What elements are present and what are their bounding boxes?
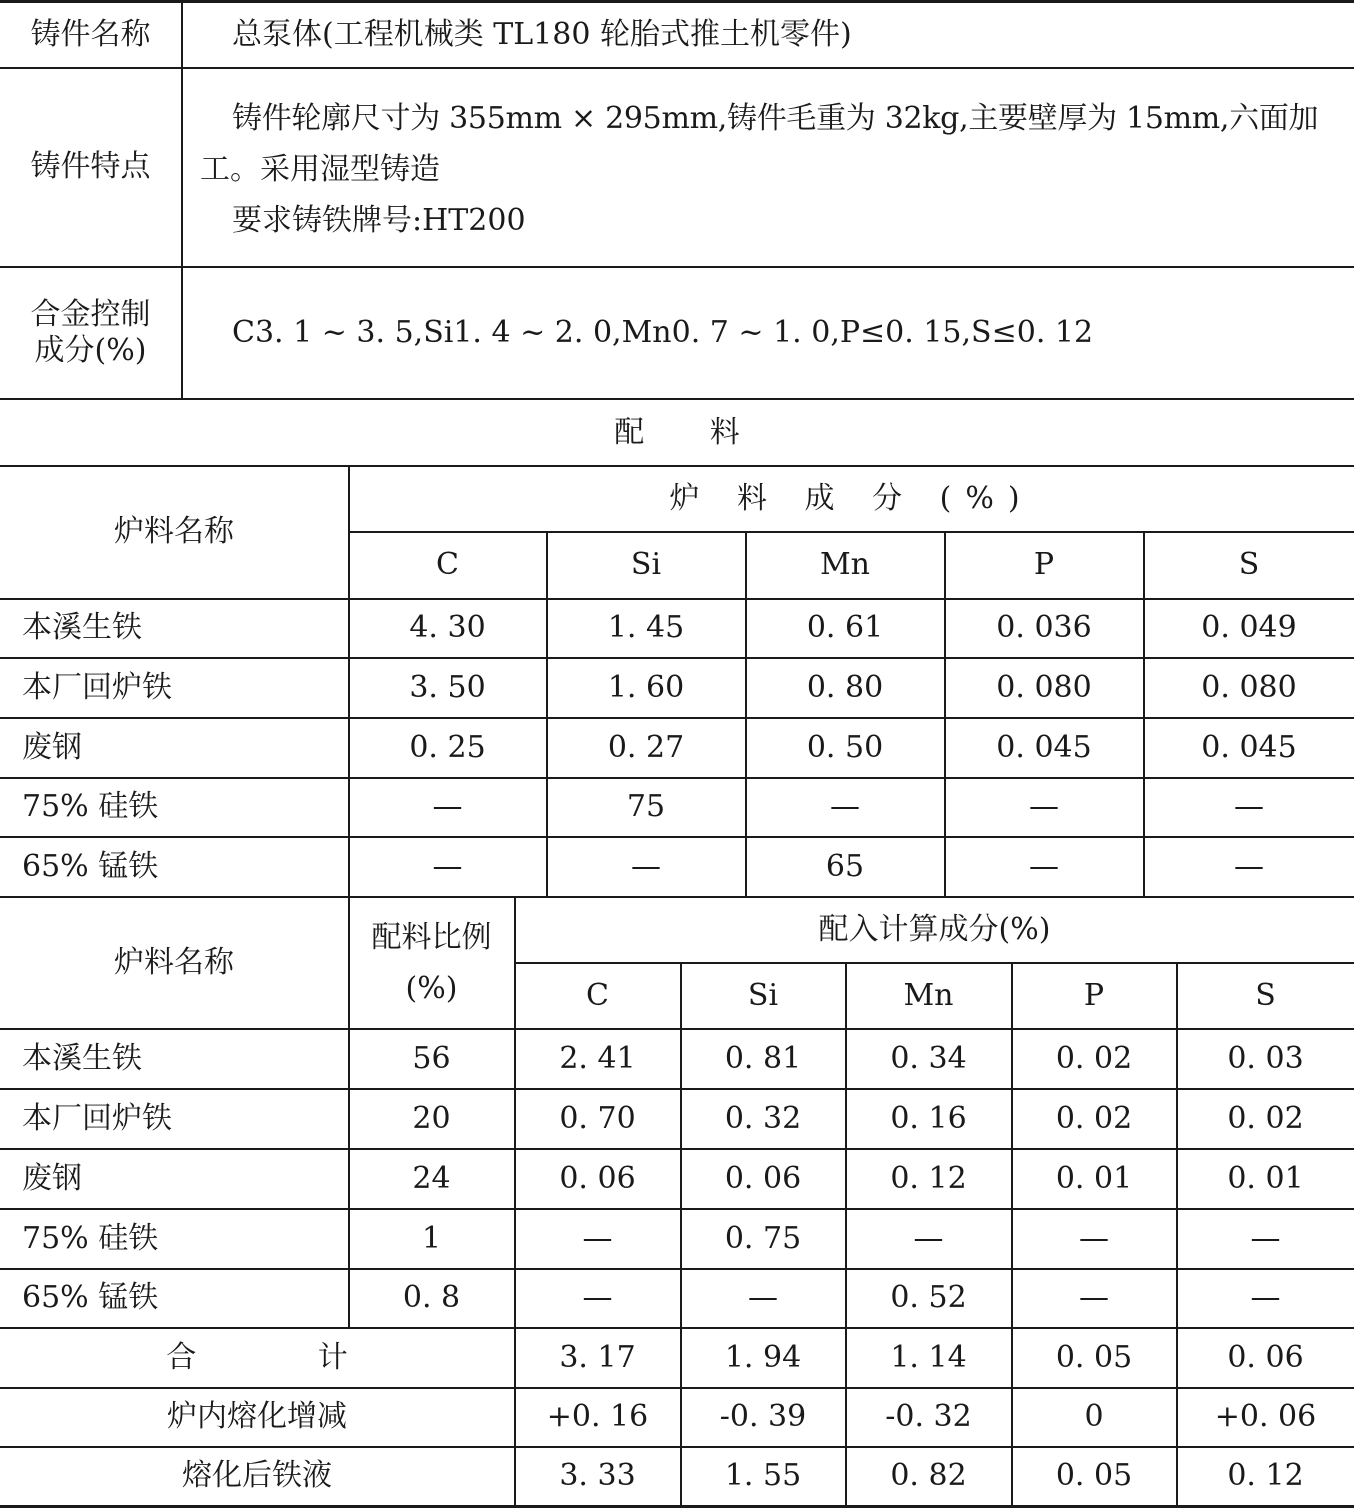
charge-row-value: — (1029, 789, 1059, 824)
calc-ratio-header-line1: 配料比例 (371, 919, 492, 955)
calc-row-name: 本厂回炉铁 (22, 1100, 172, 1136)
charge-row-value: 3. 50 (409, 669, 486, 705)
summary-value: 0. 06 (1227, 1339, 1304, 1375)
charge-name-header: 炉料名称 (114, 514, 234, 549)
calc-element-header: C (586, 977, 609, 1013)
charge-row-value: 65 (825, 848, 865, 884)
charge-row-value: 0. 045 (996, 729, 1092, 765)
summary-value: 3. 17 (559, 1339, 636, 1375)
summary-label: 合 计 (166, 1339, 404, 1375)
calc-row-value: 0. 16 (890, 1100, 967, 1136)
calc-row-ratio: 24 (412, 1160, 451, 1196)
charge-element-header: C (436, 547, 459, 582)
charge-row-value: — (830, 789, 860, 824)
calc-row-name: 75% 硅铁 (22, 1220, 159, 1256)
calc-row-name: 本溪生铁 (22, 1040, 142, 1076)
summary-value: 0. 05 (1055, 1339, 1133, 1375)
calc-group-header: 配入计算成分(%) (818, 911, 1051, 947)
summary-value: 0. 05 (1055, 1458, 1133, 1493)
summary-value: 3. 33 (559, 1458, 636, 1493)
calc-row-value: — (913, 1220, 944, 1256)
calc-row-value: — (1079, 1280, 1109, 1315)
charge-group-header: 炉 料 成 分 (%) (669, 480, 1034, 516)
calc-row-value: 0. 81 (724, 1040, 802, 1076)
charge-element-header: Mn (819, 547, 871, 582)
calc-row-value: 0. 01 (1055, 1160, 1133, 1196)
calc-row-value: 2. 41 (559, 1040, 636, 1076)
alloy-label-line1: 合金控制 (30, 297, 151, 332)
charge-row-value: — (1029, 848, 1059, 884)
charge-row-value: 0. 80 (806, 669, 884, 705)
calc-name-header: 炉料名称 (114, 944, 234, 980)
casting-name-label: 铸件名称 (30, 16, 151, 52)
summary-value: +0. 06 (1214, 1399, 1317, 1434)
charge-row-value: 0. 080 (996, 669, 1092, 705)
charge-row-value: — (631, 848, 661, 884)
calc-row-name: 废钢 (22, 1160, 82, 1196)
charge-row-value: 1. 60 (607, 669, 685, 705)
charge-row-value: 0. 25 (409, 729, 486, 765)
charge-row-value: — (432, 789, 463, 824)
casting-feature-line2: 工。采用湿型铸造 (200, 152, 440, 187)
summary-value: 0. 82 (890, 1458, 967, 1493)
calc-row-value: — (582, 1220, 613, 1256)
charge-row-value: 0. 036 (996, 610, 1092, 645)
charge-row-value: 75 (626, 789, 666, 824)
calc-row-value: 0. 70 (559, 1100, 636, 1136)
calc-row-value: 0. 03 (1227, 1040, 1304, 1076)
charge-row-value: 0. 080 (1201, 669, 1297, 705)
summary-value: +0. 16 (546, 1399, 649, 1434)
casting-feature-line3: 要求铸铁牌号:HT200 (232, 203, 526, 238)
casting-feature-label: 铸件特点 (30, 149, 151, 184)
calc-row-value: 0. 02 (1055, 1100, 1133, 1136)
charge-row-name: 废钢 (22, 729, 82, 765)
charge-row-name: 75% 硅铁 (22, 789, 159, 824)
casting-name-value: 总泵体(工程机械类 TL180 轮胎式推土机零件) (232, 16, 852, 52)
calc-row-value: — (582, 1280, 613, 1315)
calc-row-value: 0. 34 (890, 1040, 967, 1076)
charge-row-value: 0. 27 (607, 729, 685, 765)
charge-element-header: S (1238, 547, 1260, 582)
summary-label: 熔化后铁液 (182, 1458, 332, 1493)
alloy-label (0, 268, 181, 398)
charge-row-value: 0. 50 (806, 729, 884, 765)
calc-row-value: 0. 52 (890, 1280, 967, 1315)
charge-row-value: 0. 61 (806, 610, 884, 645)
calc-row-value: 0. 75 (724, 1220, 802, 1256)
calc-row-value: — (1250, 1220, 1281, 1256)
charge-row-value: 1. 45 (607, 610, 685, 645)
calc-row-ratio: 0. 8 (402, 1280, 461, 1315)
calc-row-ratio: 1 (421, 1220, 442, 1256)
calc-row-value: 0. 02 (1227, 1100, 1304, 1136)
section-title: 配 料 (614, 414, 768, 450)
summary-value: 1. 14 (890, 1339, 967, 1375)
calc-row-value: 0. 32 (724, 1100, 802, 1136)
calc-ratio-header-line2: (%) (405, 970, 458, 1006)
calc-row-value: 0. 06 (559, 1160, 636, 1196)
alloy-value: C3. 1 ~ 3. 5,Si1. 4 ~ 2. 0,Mn0. 7 ~ 1. 0,P≤0. 15,S≤0. 12 (232, 315, 1094, 350)
calc-row-value: — (1079, 1220, 1109, 1256)
charge-row-name: 65% 锰铁 (22, 848, 159, 884)
charge-element-header: Si (630, 547, 662, 582)
calc-element-header: P (1083, 977, 1105, 1013)
calc-row-value: 0. 12 (890, 1160, 967, 1196)
summary-label: 炉内熔化增减 (167, 1399, 347, 1434)
calc-row-name: 65% 锰铁 (22, 1280, 159, 1315)
casting-feature-line1: 铸件轮廓尺寸为 355mm × 295mm,铸件毛重为 32kg,主要壁厚为 15mm,六面加 (232, 101, 1319, 136)
calc-row-ratio: 20 (412, 1100, 451, 1136)
summary-value: 0 (1084, 1399, 1104, 1434)
alloy-label-line2: 成分(%) (34, 333, 147, 368)
summary-value: 1. 94 (724, 1339, 802, 1375)
calc-row-value: — (1250, 1280, 1281, 1315)
charge-element-header: P (1033, 547, 1055, 582)
calc-row-value: 0. 06 (724, 1160, 802, 1196)
charge-row-value: — (1234, 789, 1264, 824)
calc-row-value: — (748, 1280, 778, 1315)
calc-row-ratio: 56 (412, 1040, 451, 1076)
calc-ratio-header (349, 897, 514, 1028)
calc-element-header: Si (747, 977, 779, 1013)
summary-value: -0. 39 (719, 1399, 807, 1434)
summary-value: -0. 32 (885, 1399, 972, 1434)
charge-row-value: — (432, 848, 463, 884)
summary-value: 0. 12 (1227, 1458, 1304, 1493)
charge-row-value: 4. 30 (409, 610, 486, 645)
calc-element-header: S (1255, 977, 1276, 1013)
charge-row-value: — (1234, 848, 1264, 884)
charge-row-name: 本溪生铁 (22, 610, 142, 645)
summary-value: 1. 55 (724, 1458, 802, 1493)
calc-row-value: 0. 01 (1227, 1160, 1304, 1196)
charge-row-value: 0. 045 (1201, 729, 1297, 765)
charge-row-name: 本厂回炉铁 (22, 669, 172, 705)
calc-element-header: Mn (903, 977, 954, 1013)
calc-row-value: 0. 02 (1055, 1040, 1133, 1076)
charge-row-value: 0. 049 (1201, 610, 1297, 645)
